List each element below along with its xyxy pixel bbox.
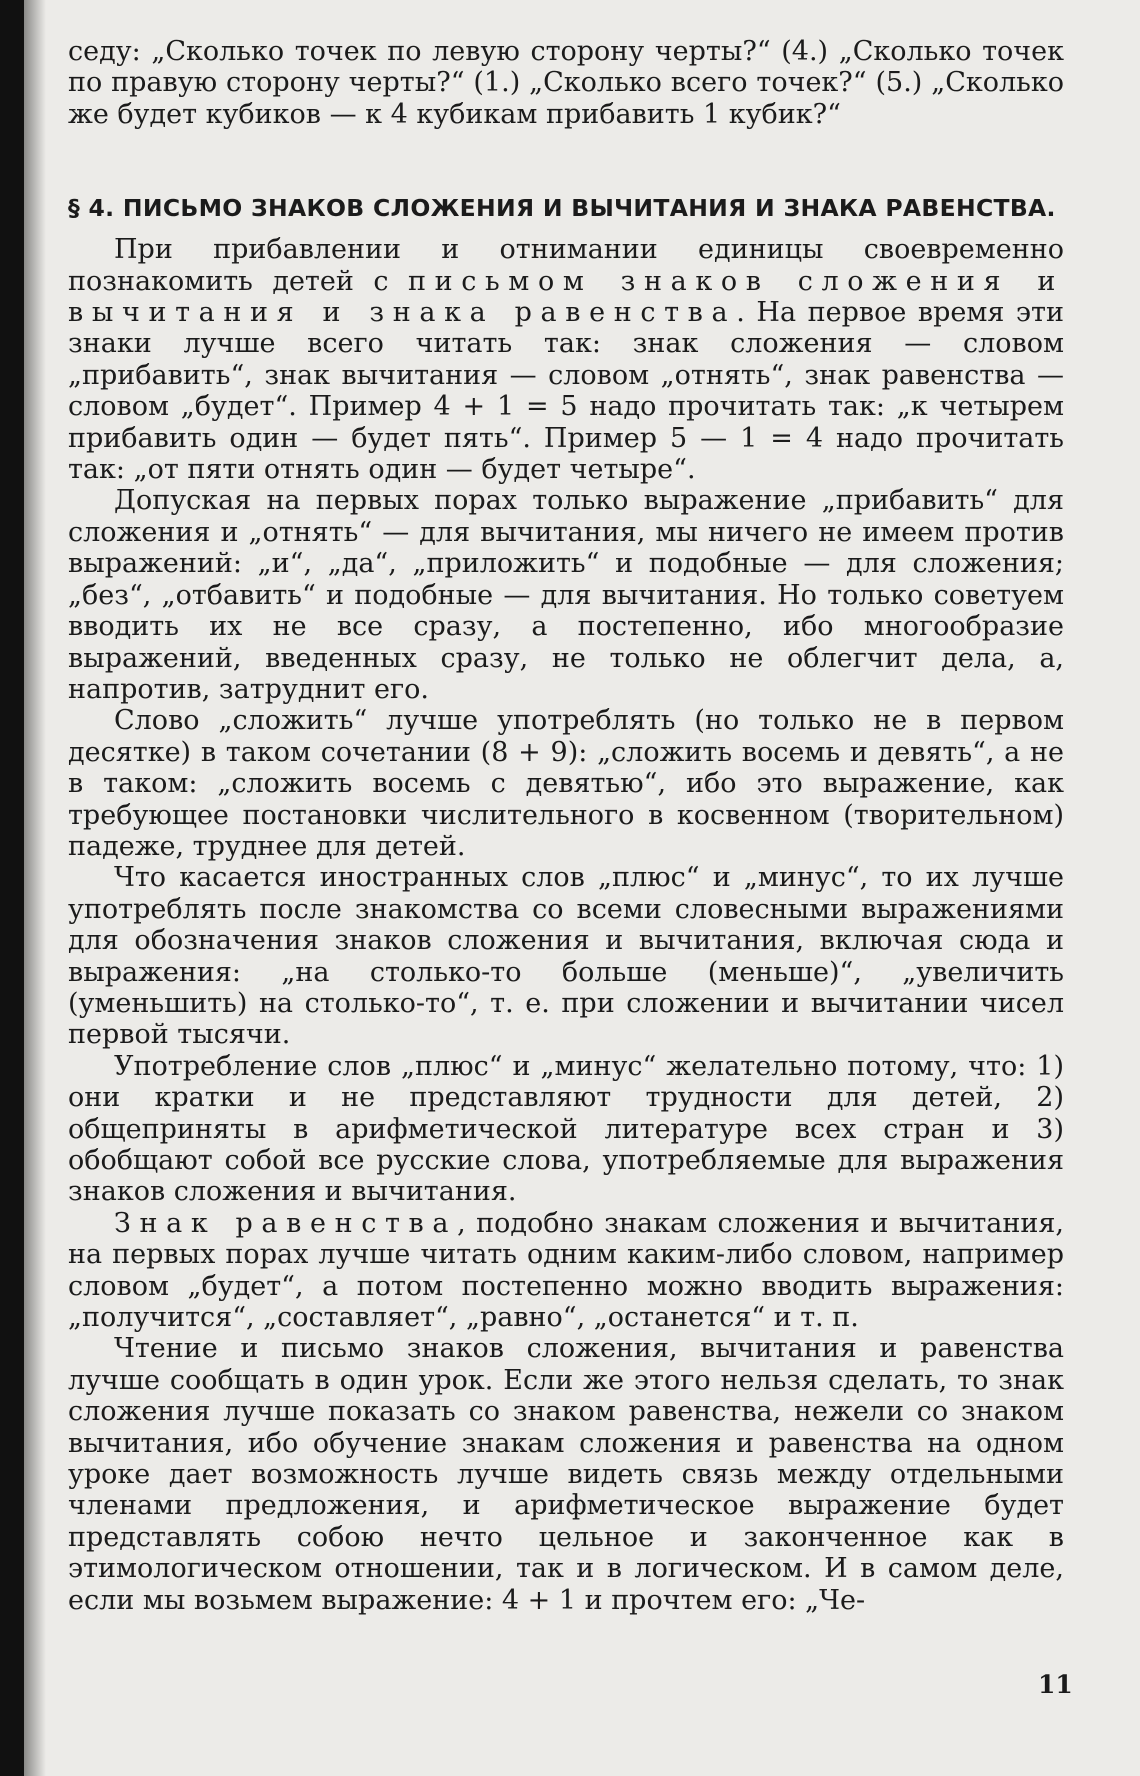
p1-spaced-term: письмом знаков сложения и вычитания и знака равенства [68,265,1064,329]
paragraph-4: Что касается иностранных слов „плюс“ и „минус“, то их лучше употреблять после знакомства со всеми словесными выражениями для обозначения знаков сложения и вычитания, включая сюда и выражения: „на столько-то больше (меньше)“, „увеличить (уменьшить) на столько-то“, т. е. при сложении и вычитании чисел первой тысячи. [68,862,1064,1051]
paragraph-continuation: седу: „Сколько точек по левую сторону черты?“ (4.) „Сколько точек по правую сторону черты?“ (1.) „Сколько всего точек?“ (5.) „Сколько же будет кубиков — к 4 кубикам прибавить 1 кубик?“ [68,36,1064,130]
paragraph-5: Употребление слов „плюс“ и „минус“ желательно потому, что: 1) они кратки и не представляют трудности для детей, 2) общеприняты в арифметической литературе всех стран и 3) обобщают собой все русские слова, употребляемые для выражения знаков сложения и вычитания. [68,1050,1064,1208]
section-heading: § 4. ПИСЬМО ЗНАКОВ СЛОЖЕНИЯ И ВЫЧИТАНИЯ И ЗНАКА РАВЕНСТВА. [68,194,1056,223]
page-number: 11 [1038,1670,1073,1699]
page-text [68,36,1064,1616]
gutter-shadow [24,0,46,1776]
p6-spaced-term: Знак равенства [114,1207,458,1239]
p1-text-a: При прибавлении и отнимании единицы своевременно познакомить детей с [68,234,1064,297]
paragraph-1 [68,234,1064,485]
paragraph-7: Чтение и письмо знаков сложения, вычитания и равенства лучше сообщать в один урок. Если же этого нельзя сделать, то знак сложения лучше показать со знаком равенства, нежели со знаком вычитания, ибо обучение знакам сложения и равенства на одном уроке дает возможность лучше видеть связь между отдельными членами предложения, и арифметическое выражение будет представлять собою нечто цельное и законченное как в этимологическом отношении, так и в логическом. И в самом деле, если мы возьмем выражение: 4 + 1 и прочтем его: „Че- [68,1333,1064,1616]
paragraph-3: Слово „сложить“ лучше употреблять (но только не в первом десятке) в таком сочетании (8 + 9): „сложить восемь и девять“, а не в таком: „сложить восемь с девятью“, ибо это выражение, как требующее постановки числительного в косвенном (творительном) падеже, труднее для детей. [68,705,1064,862]
paragraph-2: Допуская на первых порах только выражение „прибавить“ для сложения и „отнять“ — для вычитания, мы ничего не имеем против выражений: „и“, „да“, „приложить“ и подобные — для сложения; „без“, „отбавить“ и подобные — для вычитания. Но только советуем вводить их не все сразу, а постепенно, ибо многообразие выражений, введенных сразу, не только не облегчит дела, а, напротив, затруднит его. [68,485,1064,705]
book-spine-shadow [0,0,24,1776]
paragraph-6 [68,1208,1064,1334]
p1-text-c: . На первое время эти знаки лучше всего читать так: знак сложения — словом „прибавить“, знак вычитания — словом „отнять“, знак равенства — словом „будет“. Пример 4 + 1 = 5 надо прочитать так: „к четырем прибавить один — будет пять“. Пример 5 — 1 = 4 надо прочитать так: „от пяти отнять один — будет четыре“. [68,297,1064,486]
p6-text-b: , подобно знакам сложения и вычитания, на первых порах лучше читать одним каким-либо словом, например словом „будет“, а потом постепенно можно вводить выражения: „получится“, „составляет“, „равно“, „останется“ и т. п. [68,1207,1064,1334]
